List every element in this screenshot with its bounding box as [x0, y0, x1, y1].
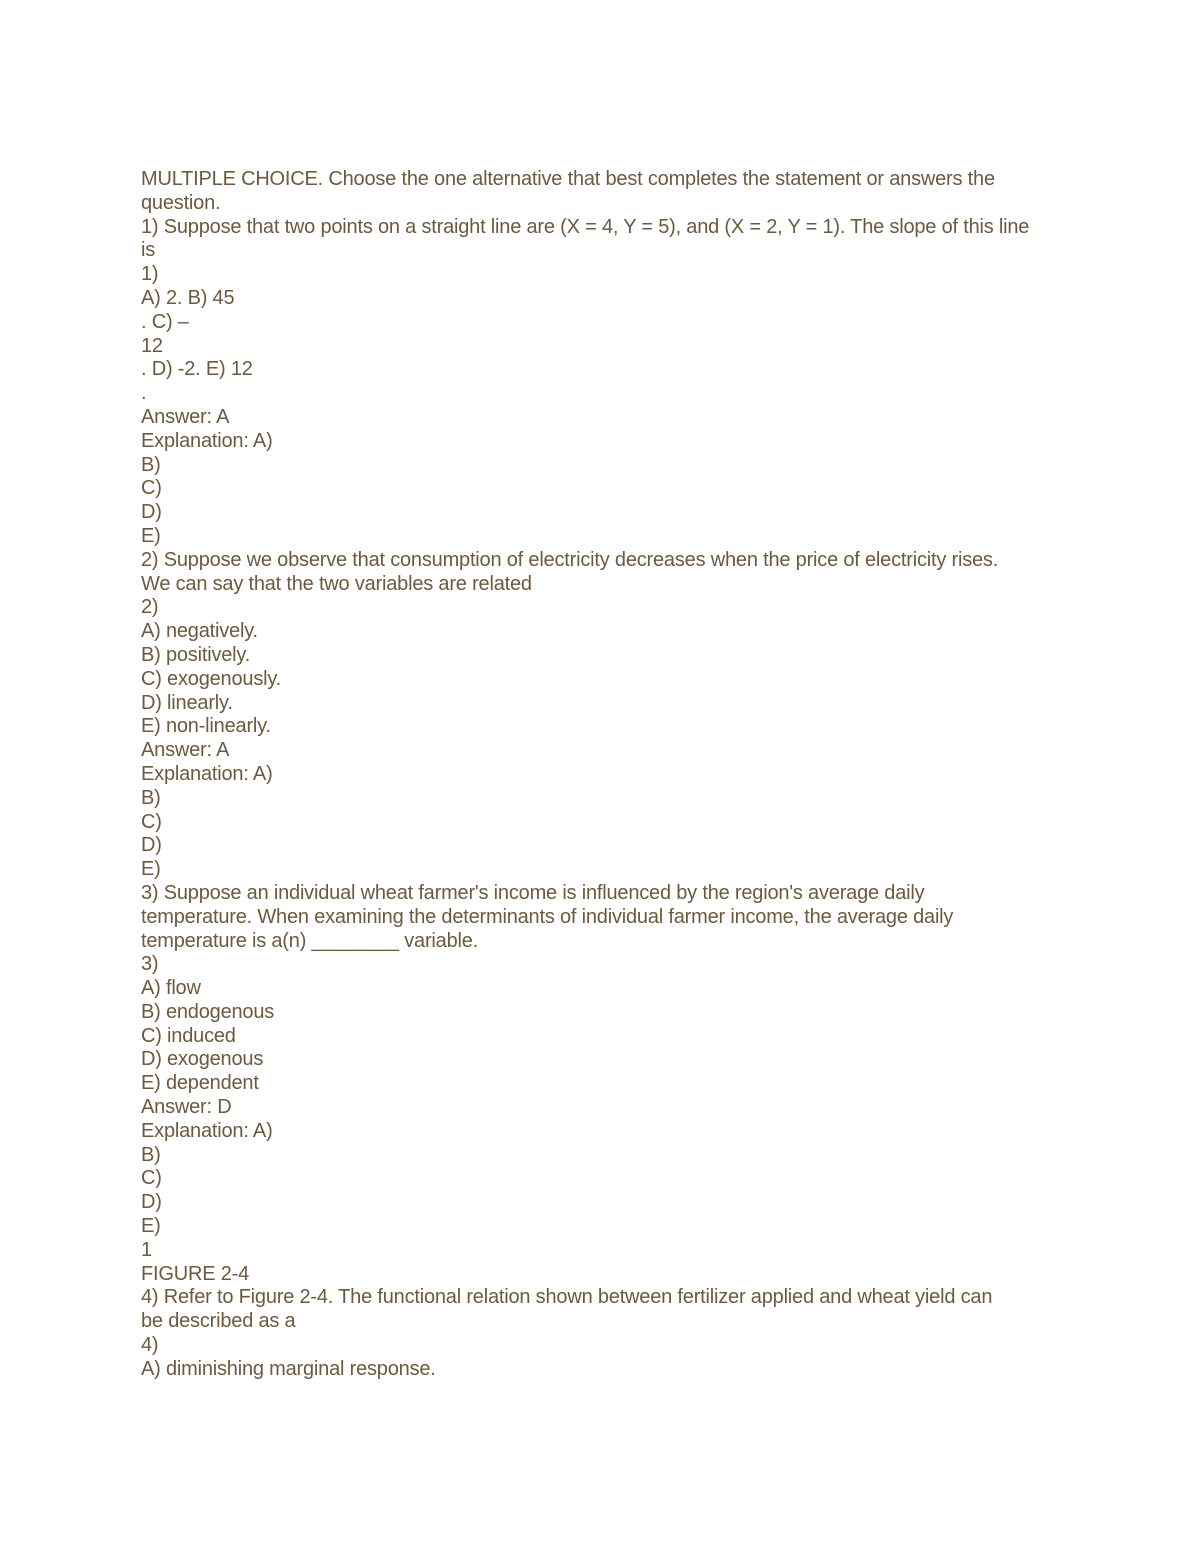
question-1-text-cont: is [141, 239, 156, 262]
question-3-option: A) flow [141, 977, 201, 1000]
question-2-text-cont: We can say that the two variables are related [141, 572, 532, 595]
question-1-answer: Answer: A [141, 405, 230, 428]
question-1-options-line: . C) – [141, 310, 189, 333]
figure-label: FIGURE 2-4 [141, 1262, 250, 1285]
question-4-number: 4) [141, 1334, 159, 1357]
explanation-option: B) [141, 453, 161, 476]
explanation-option: C) [141, 1167, 162, 1190]
question-3-answer: Answer: D [141, 1096, 232, 1119]
explanation-option: D) [141, 834, 162, 857]
question-2-option: B) positively. [141, 643, 251, 666]
question-1-explanation: Explanation: A) [141, 429, 273, 452]
question-3-option: E) dependent [141, 1072, 259, 1095]
explanation-option: D) [141, 501, 162, 524]
question-2-option: A) negatively. [141, 620, 258, 643]
page-number: 1 [141, 1238, 152, 1261]
question-1-options-line: . [141, 382, 147, 405]
question-3-text-cont: temperature. When examining the determinants of individual farmer income, the average daily [141, 905, 954, 928]
explanation-option: E) [141, 1215, 161, 1238]
explanation-option: B) [141, 1143, 161, 1166]
question-2-answer: Answer: A [141, 739, 230, 762]
question-2-option: D) linearly. [141, 691, 233, 714]
question-1-text: 1) Suppose that two points on a straight line are (X = 4, Y = 5), and (X = 2, Y = 1). The slope of this line [141, 215, 1030, 238]
question-3-text: 3) Suppose an individual wheat farmer's income is influenced by the region's average daily [141, 881, 925, 904]
question-1-number: 1) [141, 263, 159, 286]
question-2-option: C) exogenously. [141, 667, 282, 690]
document-body [141, 168, 1051, 1382]
question-2-explanation: Explanation: A) [141, 762, 273, 785]
instructions-line: MULTIPLE CHOICE. Choose the one alternative that best completes the statement or answers the question. [141, 168, 1001, 214]
question-3-option: D) exogenous [141, 1048, 264, 1071]
explanation-option: D) [141, 1191, 162, 1214]
explanation-option: C) [141, 477, 162, 500]
question-2-number: 2) [141, 596, 159, 619]
explanation-option: C) [141, 810, 162, 833]
question-2-text: 2) Suppose we observe that consumption of electricity decreases when the price of electricity rises. [141, 548, 999, 571]
question-1-options-line: . D) -2. E) 12 [141, 358, 253, 381]
explanation-option: E) [141, 858, 161, 881]
question-3-number: 3) [141, 953, 159, 976]
question-4-text-cont: be described as a [141, 1310, 296, 1333]
question-3-text-cont: temperature is a(n) ________ variable. [141, 929, 479, 952]
question-1-options-line: 12 [141, 334, 163, 357]
question-3-explanation: Explanation: A) [141, 1119, 273, 1142]
question-4-option: A) diminishing marginal response. [141, 1357, 436, 1380]
question-3-option: B) endogenous [141, 1000, 275, 1023]
question-4-text: 4) Refer to Figure 2-4. The functional relation shown between fertilizer applied and wheat yield can [141, 1286, 993, 1309]
explanation-option: E) [141, 524, 161, 547]
question-3-option: C) induced [141, 1024, 236, 1047]
explanation-option: B) [141, 786, 161, 809]
question-2-option: E) non-linearly. [141, 715, 271, 738]
question-1-options-line: A) 2. B) 45 [141, 286, 235, 309]
